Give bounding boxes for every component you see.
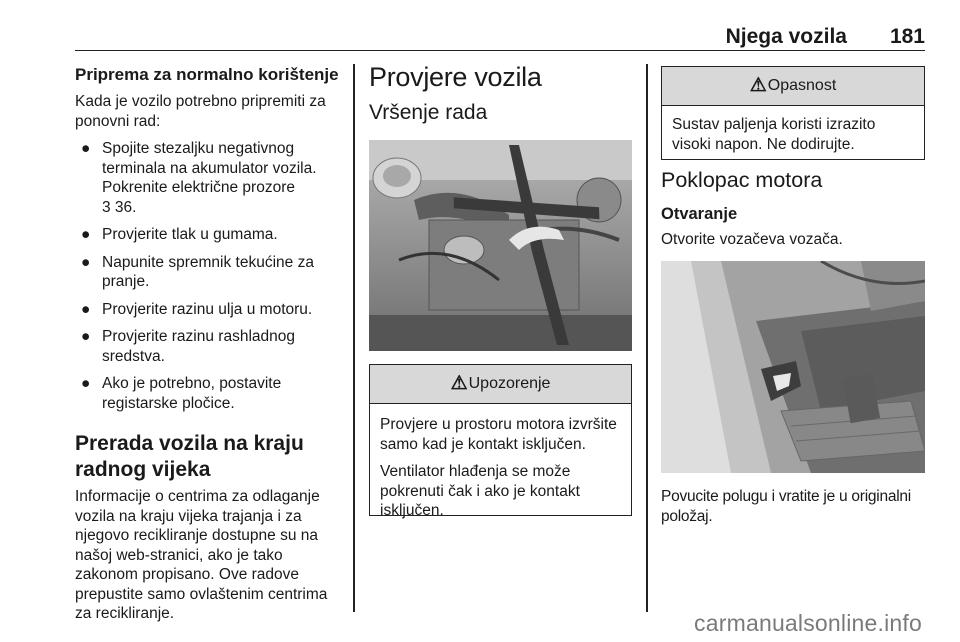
bullet-icon: ● [81,375,91,392]
list-item [75,300,340,320]
engine-illustration [369,140,632,351]
section-title: Njega vozila [725,25,847,48]
warning-text: Ventilator hlađenja se može pokrenuti čak i ako je kontakt isključen. [380,463,580,519]
warning-icon: ⚠ [450,373,468,394]
danger-text: Sustav paljenja koristi izrazito visoki napon. Ne dodirujte. [672,116,876,153]
column-right-bottom [661,487,929,526]
page-header [75,0,925,51]
section-heading: Priprema za normalno korištenje [75,65,339,84]
bullet-icon: ● [81,300,91,318]
instruction-text: Povucite polugu i vratite je u originalni položaj. [661,488,911,525]
recycling-paragraph: Informacije o centrima za odlaganje vozila na kraju vijeka trajanja i za njegovo recikliranje dostupne su na našoj web-stranici, ako je tako zakonom propisano. Ove radove prepustite samo ovlaštenim centrima za recikliranje. [75,488,328,622]
section-heading-bonnet: Poklopac motora [661,168,823,192]
watermark: carmanualsonline.info [694,610,922,636]
danger-header [662,67,924,106]
list-item [75,225,340,245]
page-reference-link[interactable]: 3 36. [102,198,137,216]
list-item-text: Provjerite tlak u gumama. [102,226,278,243]
engine-compartment-image [369,140,632,351]
list-item [75,327,340,366]
heading-line: Prerada vozila na kraju [75,432,304,455]
warning-label: Upozorenje [468,375,551,392]
section-heading-recycling [75,431,340,483]
warning-text: Provjere u prostoru motora izvršite samo kad je kontakt isključen. [380,416,617,453]
list-item-text: Provjerite razinu ulja u motoru. [102,300,313,318]
bullet-icon: ● [81,226,91,243]
list-item [75,139,340,217]
column-divider [646,64,648,612]
chapter-title: Provjere vozila [369,62,542,92]
column-right [661,167,926,250]
heading-line: radnog vijeka [75,458,211,481]
danger-label: Opasnost [767,77,837,94]
column-middle [369,60,632,126]
list-item [75,253,340,292]
warning-header [370,365,631,404]
checklist [75,139,340,413]
bonnet-release-image [661,261,925,473]
intro-text: Kada je vozilo potrebno pripremiti za ponovni rad: [75,93,326,130]
instruction-text: Otvorite vozačeva vozača. [661,231,843,248]
list-item-text: Spojite stezaljku negativnog terminala na akumulator vozila. Pokrenite električne prozore [102,140,317,196]
footwell-illustration [661,261,925,473]
warning-icon: ⚠ [749,75,767,96]
danger-body [662,106,924,164]
bullet-icon: ● [81,328,91,345]
list-item [75,374,340,413]
warning-box [369,364,632,519]
list-item-text: Napunite spremnik tekućine za pranje. [102,253,314,290]
danger-box [661,66,925,160]
column-left [75,60,340,624]
subsection-title: Vršenje rada [369,101,488,124]
list-item-text: Provjerite razinu rashladnog sredstva. [102,328,295,365]
column-divider [353,64,355,612]
page-number: 181 [889,25,925,48]
list-item-text: Ako je potrebno, postavite registarske pločice. [102,375,282,412]
bullet-icon: ● [81,140,91,157]
bullet-icon: ● [81,253,91,271]
subsection-heading: Otvaranje [661,205,738,223]
warning-body [370,404,631,531]
